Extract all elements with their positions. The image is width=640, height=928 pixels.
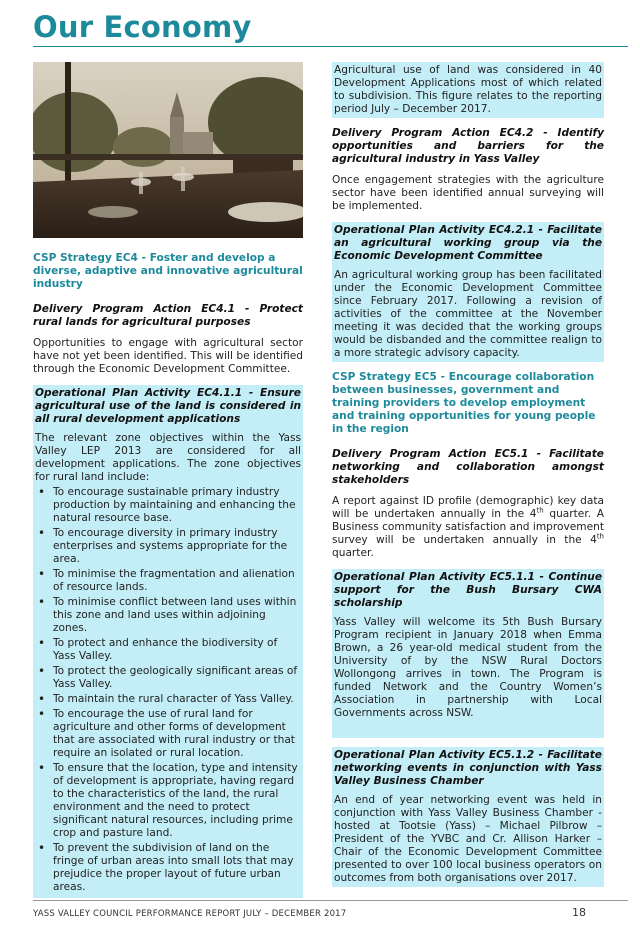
activity-ec411-block — [33, 385, 303, 898]
strategy-ec4-heading: CSP Strategy EC4 - Foster and develop a diverse, adaptive and innovative agricultural industry — [33, 252, 303, 290]
cafe-photo — [33, 62, 303, 238]
activity-ec411-text: The relevant zone objectives within the Yass Valley LEP 2013 are considered for all development applications. The zone objectives for rural land include: — [35, 432, 301, 483]
list-item: • To minimise the fragmentation and alienation of resource lands. — [35, 568, 301, 594]
ec41-summary-block — [332, 62, 604, 118]
footer-divider — [33, 900, 628, 901]
list-item: • To protect the geologically significant areas of Yass Valley. — [35, 665, 301, 691]
left-column — [33, 62, 303, 907]
ordinal-suffix: th — [536, 506, 544, 515]
list-item: • To encourage sustainable primary industry production by maintaining and enhancing the natural resource base. — [35, 486, 301, 525]
activity-ec512-text: An end of year networking event was held in conjunction with Yass Valley Business Chamber - hosted at Tootsie (Yass) – Michael Pilbrow – President of the YVBC and Cr. Allison Harker – Chair of the Economic Development Committee presented to over 100 local business operators on outcomes from both organisations over 2017. — [334, 794, 602, 884]
action-ec51-text-b: quarter. A Business community satisfaction and improvement survey will be undertaken annually in the 4 — [332, 508, 604, 546]
activity-ec421-block — [332, 222, 604, 362]
list-item: • To protect and enhance the biodiversity of Yass Valley. — [35, 637, 301, 663]
list-item: • To minimise conflict between land uses within this zone and land uses within adjoining zones. — [35, 596, 301, 635]
ec41-summary-text: Agricultural use of land was considered in 40 Development Applications most of which related to subdivision. This figure relates to the reporting period July – December 2017. — [334, 64, 602, 115]
activity-ec511-block — [332, 569, 604, 738]
list-item: • To prevent the subdivision of land on the fringe of urban areas into small lots that may prejudice the proper layout of future urban areas. — [35, 842, 301, 894]
activity-ec511-text: Yass Valley will welcome its 5th Bush Bursary Program recipient in January 2018 when Emma Brown, a 26 year-old medical student from the University of by the NSW Rural Doctors Wollongong arrives in town. The Program is funded Network and the Country Women’s Association in partnership with Local Governments across NSW. — [334, 616, 602, 719]
action-ec41-heading: Delivery Program Action EC4.1 - Protect rural lands for agricultural purposes — [33, 303, 303, 328]
action-ec42-heading: Delivery Program Action EC4.2 - Identify opportunities and barriers for the agricultural industry in Yass Valley — [332, 127, 604, 165]
list-item: • To encourage diversity in primary industry enterprises and systems appropriate for the area. — [35, 527, 301, 566]
page-title: Our Economy — [33, 10, 252, 44]
action-ec51-text-a: A report against ID profile (demographic) key data will be undertaken annually in the 4 — [332, 495, 604, 520]
list-item: • To encourage the use of rural land for agriculture and other forms of development that are associated with rural industry or that require an isolated or rural location. — [35, 708, 301, 760]
activity-ec512-heading: Operational Plan Activity EC5.1.2 - Facilitate networking events in conjunction with Yass Valley Business Chamber — [334, 749, 602, 787]
ordinal-suffix: th — [596, 532, 604, 541]
action-ec51-heading: Delivery Program Action EC5.1 - Facilitate networking and collaboration amongst stakeholders — [332, 448, 604, 486]
strategy-ec5-heading: CSP Strategy EC5 - Encourage collaboration between businesses, government and training providers to develop employment and training opportunities for young people in the region — [332, 371, 596, 435]
list-item: • To ensure that the location, type and intensity of development is appropriate, having regard to the characteristics of the land, the rural environment and the need to protect significant natural resources, including prime crop and pasture land. — [35, 762, 301, 840]
page-number: 18 — [572, 906, 586, 919]
activity-ec511-heading: Operational Plan Activity EC5.1.1 - Continue support for the Bush Bursary CWA scholarship — [334, 571, 602, 609]
action-ec41-text: Opportunities to engage with agricultural sector have not yet been identified. This will be identified through the Economic Development Committee. — [33, 337, 303, 375]
title-divider — [33, 46, 628, 47]
action-ec51-text — [332, 495, 604, 560]
zone-objectives-list — [35, 486, 301, 894]
list-item: • To maintain the rural character of Yass Valley. — [35, 693, 301, 706]
activity-ec411-heading: Operational Plan Activity EC4.1.1 - Ensure agricultural use of the land is considered in all rural development applications — [35, 387, 301, 425]
right-column — [332, 62, 604, 896]
action-ec42-text: Once engagement strategies with the agriculture sector have been identified annual surveying will be implemented. — [332, 174, 604, 212]
action-ec51-text-c: quarter. — [332, 547, 374, 559]
activity-ec512-block — [332, 747, 604, 887]
footer-report-title: YASS VALLEY COUNCIL PERFORMANCE REPORT JULY – DECEMBER 2017 — [33, 909, 347, 919]
activity-ec421-heading: Operational Plan Activity EC4.2.1 - Facilitate an agricultural working group via the Economic Development Committee — [334, 224, 602, 262]
activity-ec421-text: An agricultural working group has been facilitated under the Economic Development Committee since February 2017. Following a revision of activities of the committee at the November meeting it was decided that the working groups would be disbanded and the committee realign to a more strategic advisory capacity. — [334, 269, 602, 359]
